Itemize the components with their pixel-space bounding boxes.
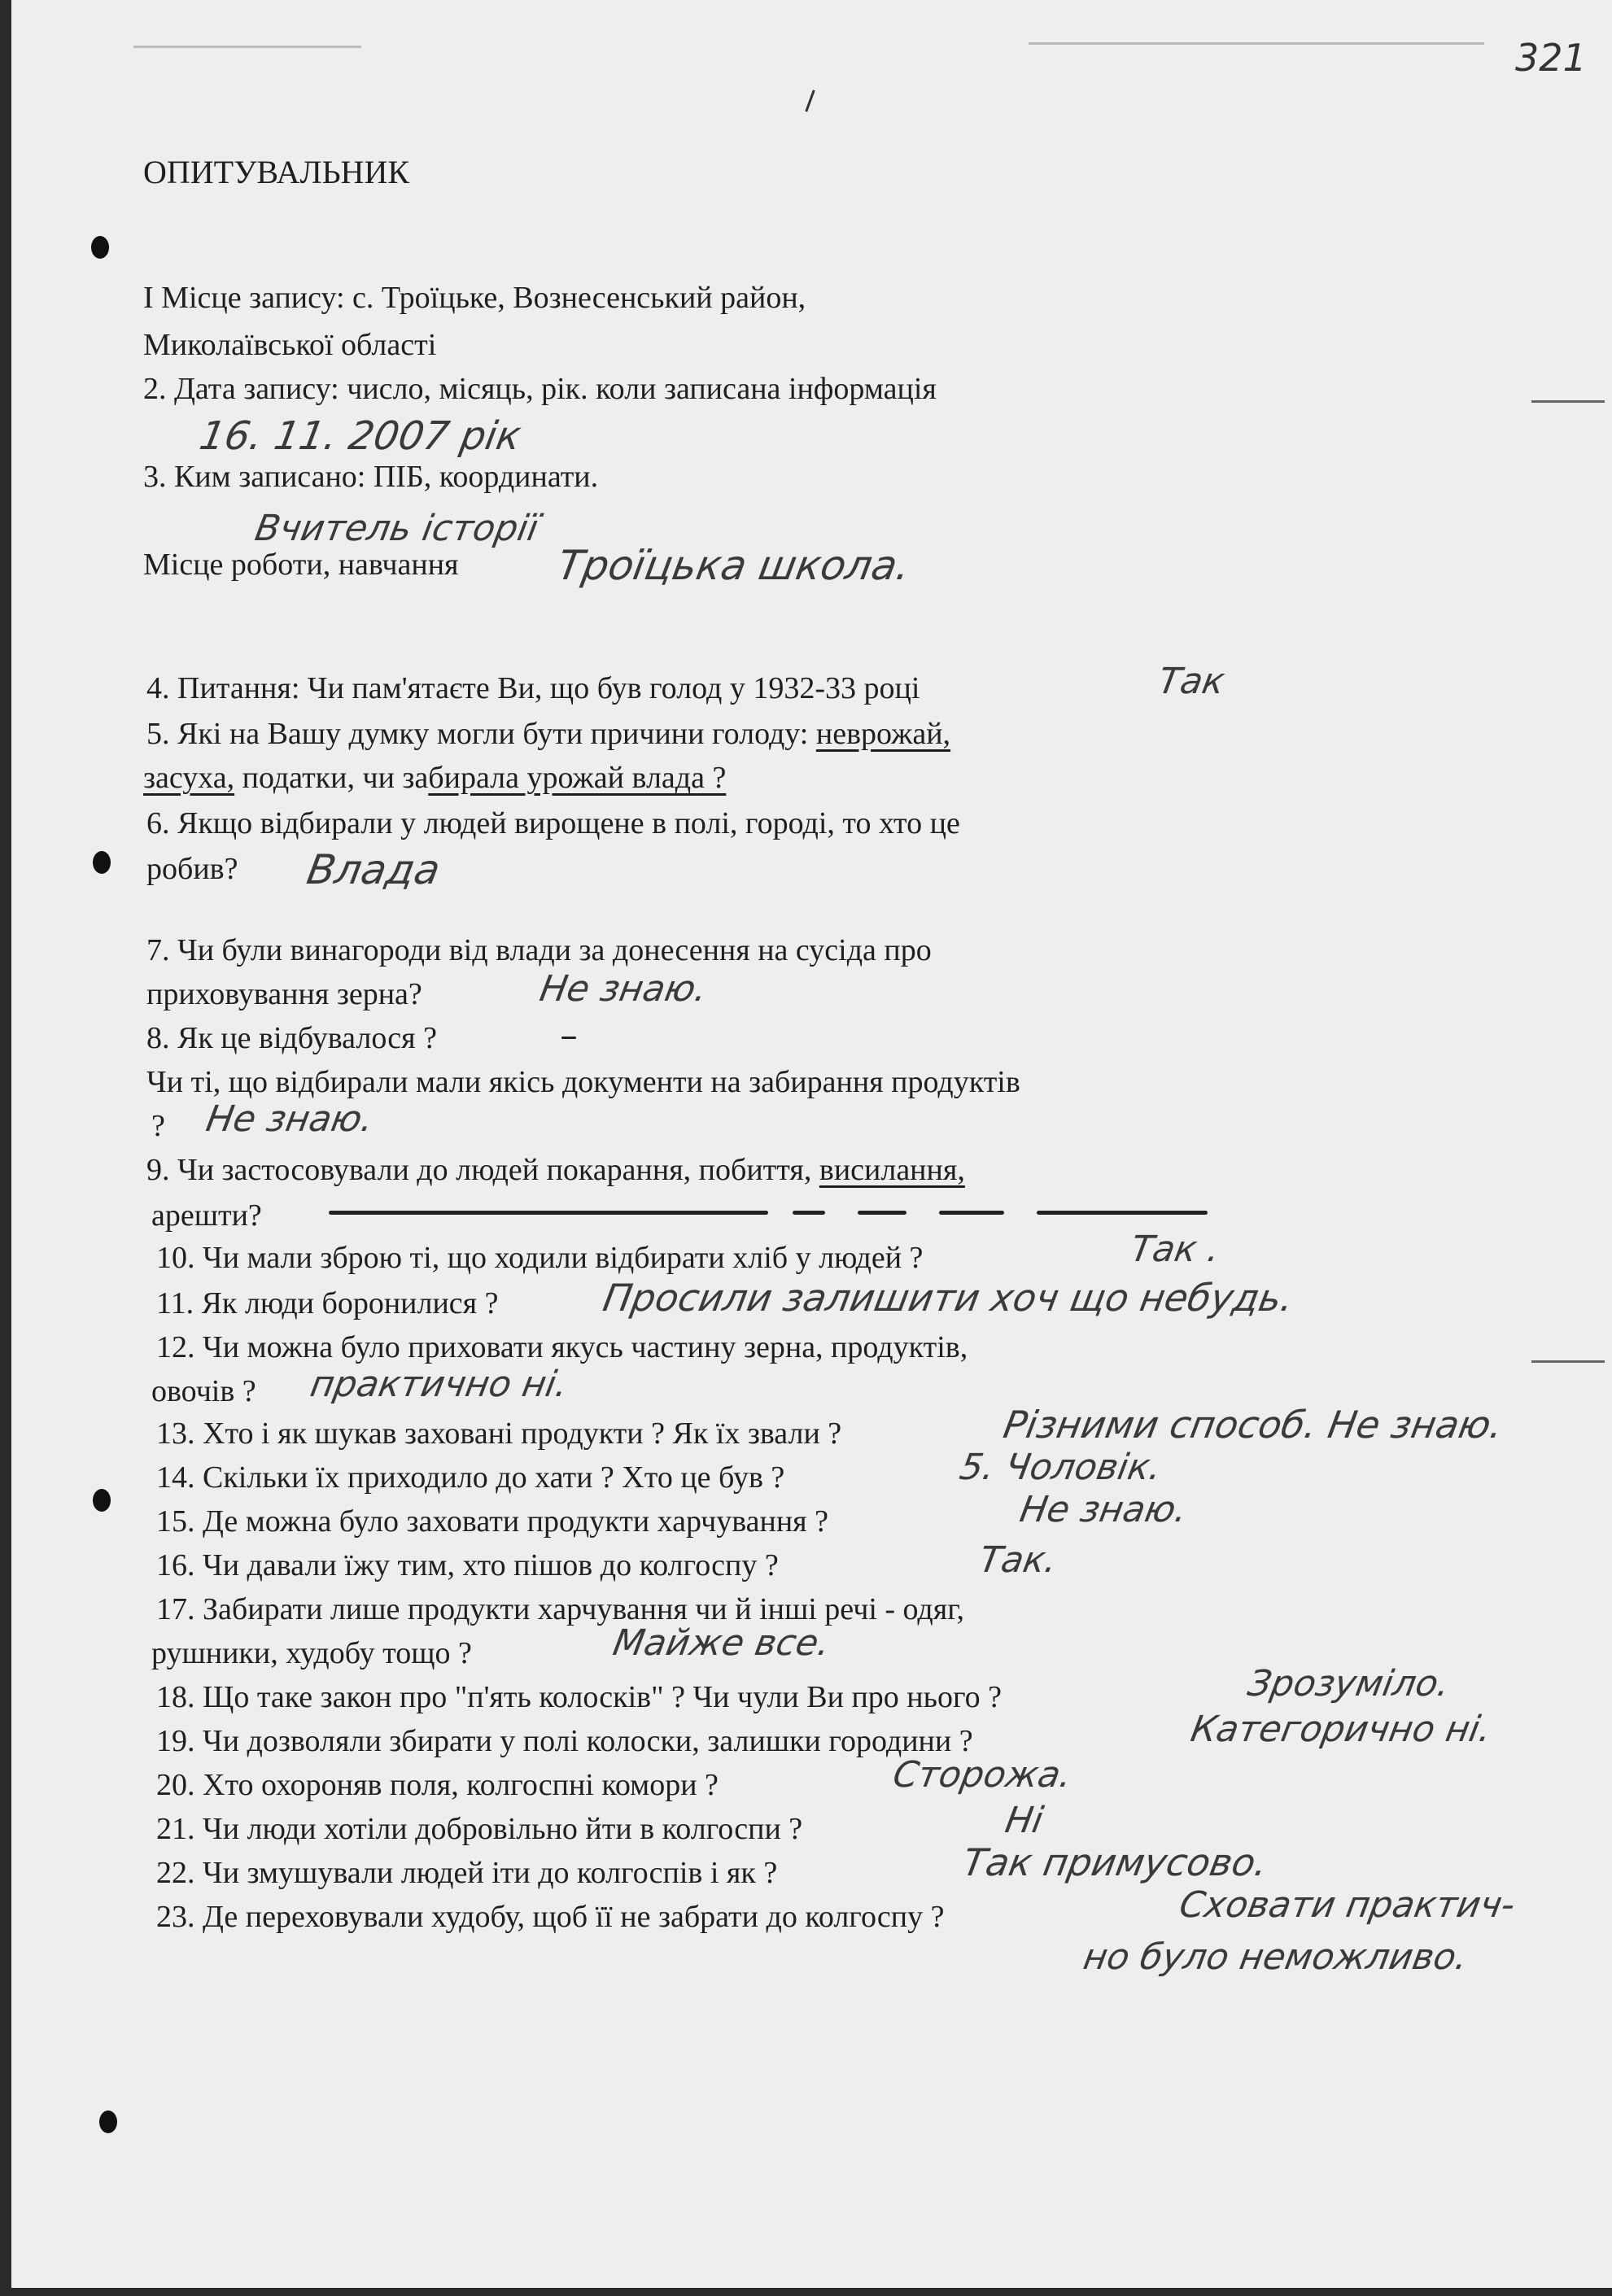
question-14: 14. Скільки їх приходило до хати ? Хто це був ? <box>156 1460 785 1495</box>
question-9-line-2: арешти? <box>151 1198 262 1233</box>
question-7-line-2: приховування зерна? <box>146 977 422 1011</box>
question-3-workplace: Місце роботи, навчання <box>143 548 459 582</box>
right-edge-mark <box>1531 1360 1605 1363</box>
question-17-line-1: 17. Забирати лише продукти харчування чи й інші речі - одяг, <box>156 1592 965 1626</box>
question-21: 21. Чи люди хотіли добровільно йти в колгоспи ? <box>156 1812 803 1846</box>
question-8-line-2: Чи ті, що відбирали мали якісь документи на забирання продуктів <box>146 1065 1020 1099</box>
question-10: 10. Чи мали зброю ті, що ходили відбирати хліб у людей ? <box>156 1241 924 1275</box>
pen-mark <box>805 89 815 111</box>
question-5-text: 5. Які на Вашу думку могли бути причини голоду: <box>146 717 816 751</box>
question-11: 11. Як люди боронилися ? <box>156 1286 499 1320</box>
top-edge-mark <box>1029 42 1484 45</box>
underlined-option: бирала урожай влада ? <box>428 761 727 795</box>
page-number: 321 <box>1515 36 1587 80</box>
answer-workplace: Троїцька школа. <box>553 542 915 589</box>
question-12-line-2: овочів ? <box>151 1374 256 1408</box>
answer-18: Зрозуміло. <box>1244 1663 1453 1705</box>
answer-17: Майже все. <box>609 1622 833 1664</box>
question-16: 16. Чи давали їжу тим, хто пішов до колгоспу ? <box>156 1548 779 1582</box>
right-edge-mark <box>1531 400 1605 403</box>
answer-20: Сторожа. <box>889 1754 1076 1796</box>
answer-11: Просили залишити хоч що небудь. <box>600 1276 1297 1320</box>
answer-15: Не знаю. <box>1016 1489 1190 1530</box>
question-8-line-1: 8. Як це відбувалося ? <box>146 1021 437 1055</box>
question-6-line-1: 6. Якщо відбирали у людей вирощене в полі, городі, то хто це <box>146 806 960 840</box>
question-20: 20. Хто охороняв поля, колгоспні комори ? <box>156 1768 719 1802</box>
answer-19: Категорично ні. <box>1187 1709 1495 1750</box>
answer-6: Влада <box>303 846 444 893</box>
strike-line <box>1037 1211 1208 1215</box>
punch-hole <box>93 851 111 874</box>
underlined-option: засуха, <box>143 761 235 795</box>
question-22: 22. Чи змушували людей іти до колгоспів і як ? <box>156 1856 778 1890</box>
top-edge-mark <box>133 46 361 48</box>
question-2: 2. Дата запису: число, місяць, рік. коли записана інформація <box>143 372 937 406</box>
question-15: 15. Де можна було заховати продукти харчування ? <box>156 1504 829 1539</box>
answer-7: Не знаю. <box>536 968 710 1010</box>
answer-16: Так. <box>976 1539 1060 1581</box>
question-19: 19. Чи дозволяли збирати у полі колоски, залишки городини ? <box>156 1724 973 1758</box>
question-9-line-1 <box>146 1152 965 1188</box>
answer-date: 16. 11. 2007 рік <box>196 413 525 459</box>
answer-author: Вчитель історії <box>251 508 542 549</box>
answer-14: 5. Чоловік. <box>956 1447 1165 1488</box>
question-5-line-2 <box>143 760 726 796</box>
question-17-line-2: рушники, худобу тощо ? <box>151 1636 472 1670</box>
strike-line <box>858 1211 906 1215</box>
underlined-option: неврожай, <box>815 717 951 751</box>
answer-8: Не знаю. <box>203 1098 377 1140</box>
answer-21: Ні <box>1002 1800 1046 1841</box>
question-8-line-3: ? <box>151 1109 165 1143</box>
punch-hole <box>93 1489 111 1512</box>
answer-23-line-2: но було неможливо. <box>1080 1936 1471 1978</box>
answer-22: Так примусово. <box>959 1840 1271 1884</box>
answer-4: Так <box>1155 661 1228 702</box>
question-6-line-2: робив? <box>146 852 238 886</box>
question-5-line-1 <box>146 716 950 752</box>
question-13: 13. Хто і як шукав заховані продукти ? Як їх звали ? <box>156 1416 842 1451</box>
punch-hole <box>99 2110 117 2133</box>
dash-mark <box>561 1037 576 1039</box>
answer-12: практично ні. <box>307 1364 571 1405</box>
strike-line <box>329 1211 768 1215</box>
question-3: 3. Ким записано: ПІБ, координати. <box>143 460 599 494</box>
question-9-text: 9. Чи застосовували до людей покарання, побиття, <box>146 1153 819 1187</box>
question-4: 4. Питання: Чи пам'ятаєте Ви, що був голод у 1932-33 році <box>146 671 920 705</box>
answer-23-line-1: Сховати практич- <box>1176 1884 1518 1926</box>
underlined-option: висилання, <box>819 1153 965 1187</box>
question-12-line-1: 12. Чи можна було приховати якусь частину зерна, продуктів, <box>156 1330 968 1364</box>
answer-10: Так . <box>1127 1229 1223 1270</box>
question-23: 23. Де переховували худобу, щоб її не забрати до колгоспу ? <box>156 1900 945 1934</box>
question-7-line-1: 7. Чи були винагороди від влади за донесення на сусіда про <box>146 933 932 967</box>
page-title: ОПИТУВАЛЬНИК <box>143 154 410 190</box>
answer-13: Різними способ. Не знаю. <box>1000 1403 1507 1447</box>
question-1-line-2: Миколаївської області <box>143 328 437 362</box>
punch-hole <box>91 236 109 259</box>
question-5-text: податки, чи за <box>234 761 429 795</box>
strike-line <box>793 1211 825 1215</box>
strike-line <box>939 1211 1004 1215</box>
question-1-line-1: I Місце запису: с. Троїцьке, Вознесенський район, <box>143 281 806 315</box>
question-18: 18. Що таке закон про "п'ять колосків" ? Чи чули Ви про нього ? <box>156 1680 1002 1714</box>
